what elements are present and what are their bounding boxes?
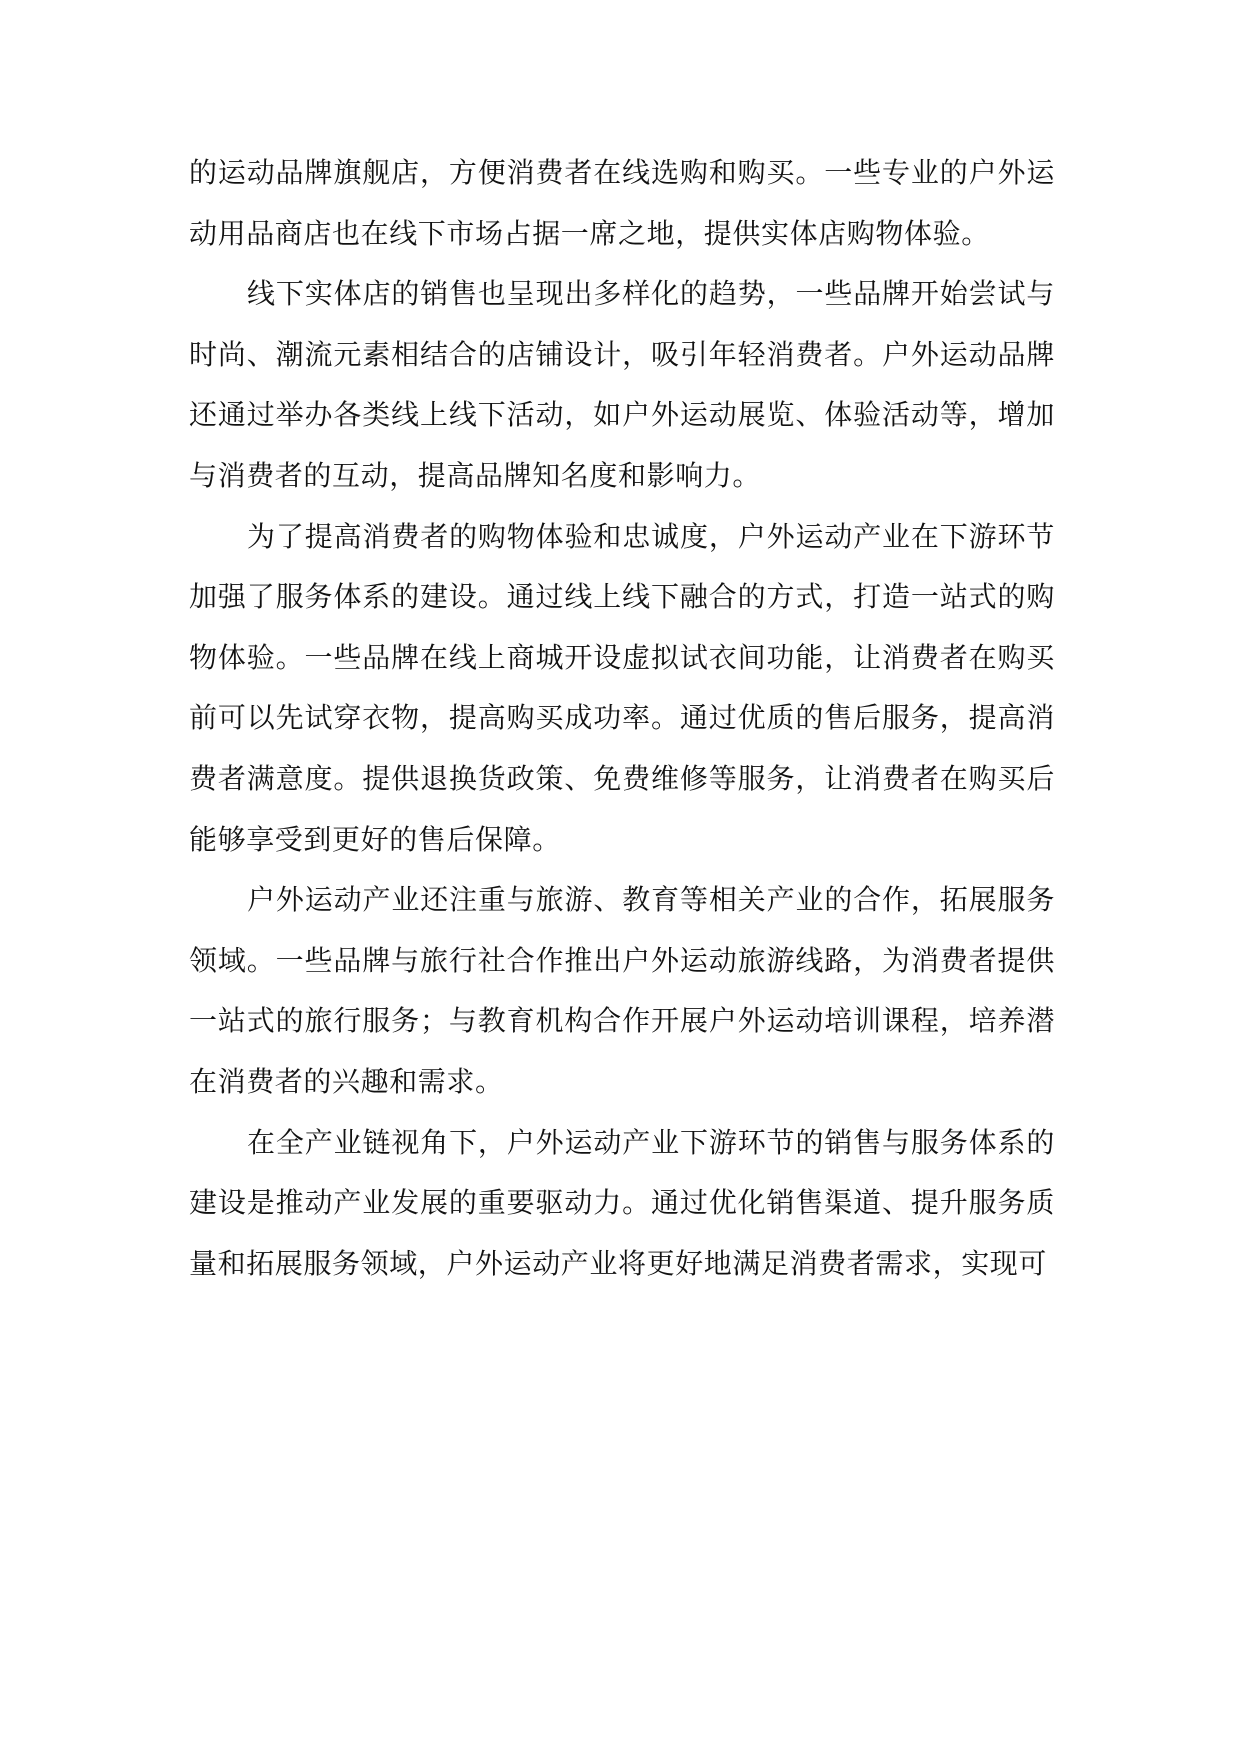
paragraph-offline-stores: 线下实体店的销售也呈现出多样化的趋势，一些品牌开始尝试与时尚、潮流元素相结合的店铺设计，吸引年轻消费者。户外运动品牌还通过举办各类线上线下活动，如户外运动展览、体验活动等，增加与消费者的互动，提高品牌知名度和影响力。 <box>189 277 1055 492</box>
document-body <box>189 143 1055 1294</box>
paragraph-continuation: 的运动品牌旗舰店，方便消费者在线选购和购买。一些专业的户外运动用品商店也在线下市场占据一席之地，提供实体店购物体验。 <box>189 156 1055 250</box>
paragraph-conclusion: 在全产业链视角下，户外运动产业下游环节的销售与服务体系的建设是推动产业发展的重要驱动力。通过优化销售渠道、提升服务质量和拓展服务领域，户外运动产业将更好地满足消费者需求，实现可 <box>189 1125 1055 1280</box>
paragraph-service-system: 为了提高消费者的购物体验和忠诚度，户外运动产业在下游环节加强了服务体系的建设。通过线上线下融合的方式，打造一站式的购物体验。一些品牌在线上商城开设虚拟试衣间功能，让消费者在购买前可以先试穿衣物，提高购买成功率。通过优质的售后服务，提高消费者满意度。提供退换货政策、免费维修等服务，让消费者在购买后能够享受到更好的售后保障。 <box>189 519 1055 856</box>
paragraph-industry-cooperation: 户外运动产业还注重与旅游、教育等相关产业的合作，拓展服务领域。一些品牌与旅行社合作推出户外运动旅游线路，为消费者提供一站式的旅行服务；与教育机构合作开展户外运动培训课程，培养潜在消费者的兴趣和需求。 <box>189 883 1055 1098</box>
